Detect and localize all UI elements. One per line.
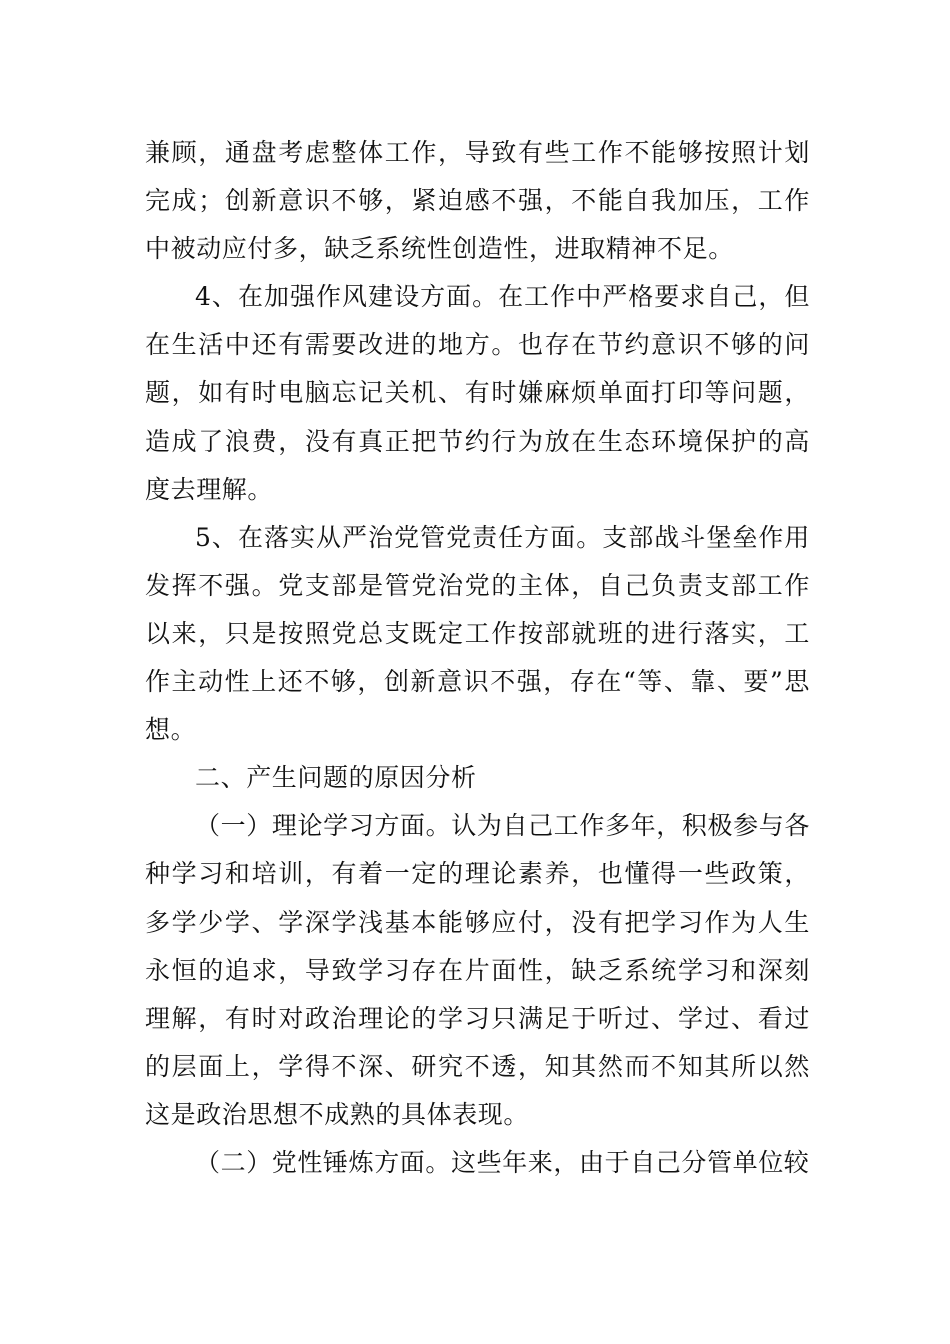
paragraph-party-spirit: （二）党性锤炼方面。这些年来，由于自己分管单位较 <box>195 1147 810 1177</box>
paragraph-item-4-work-style: 4、在加强作风建设方面。在工作中严格要求自己，但在生活中还有需要改进的地方。也存在节约意识不够的问题，如有时电脑忘记关机、有时嫌麻烦单面打印等问题，造成了浪费，没有真正把节约行为放在生态环境保护的高度去理解。 <box>145 282 810 504</box>
document-body <box>145 129 810 1187</box>
paragraph-continuation: 兼顾，通盘考虑整体工作，导致有些工作不能够按照计划完成；创新意识不够，紧迫感不强，不能自我加压，工作中被动应付多，缺乏系统性创造性，进取精神不足。 <box>145 138 810 264</box>
paragraph-item-5-party-responsibility: 5、在落实从严治党管党责任方面。支部战斗堡垒作用发挥不强。党支部是管党治党的主体，自己负责支部工作以来，只是按照党总支既定工作按部就班的进行落实，工作主动性上还不够，创新意识不强，存在“等、靠、要”思想。 <box>145 522 810 745</box>
section-heading-cause-analysis: 二、产生问题的原因分析 <box>195 763 477 793</box>
paragraph-theory-study: （一）理论学习方面。认为自己工作多年，积极参与各种学习和培训，有着一定的理论素养，也懂得一些政策，多学少学、学深学浅基本能够应付，没有把学习作为人生永恒的追求，导致学习存在片面性，缺乏系统学习和深刻理解，有时对政治理论的学习只满足于听过、学过、看过的层面上，学得不深、研究不透，知其然而不知其所以然这是政治思想不成熟的具体表现。 <box>145 811 810 1129</box>
